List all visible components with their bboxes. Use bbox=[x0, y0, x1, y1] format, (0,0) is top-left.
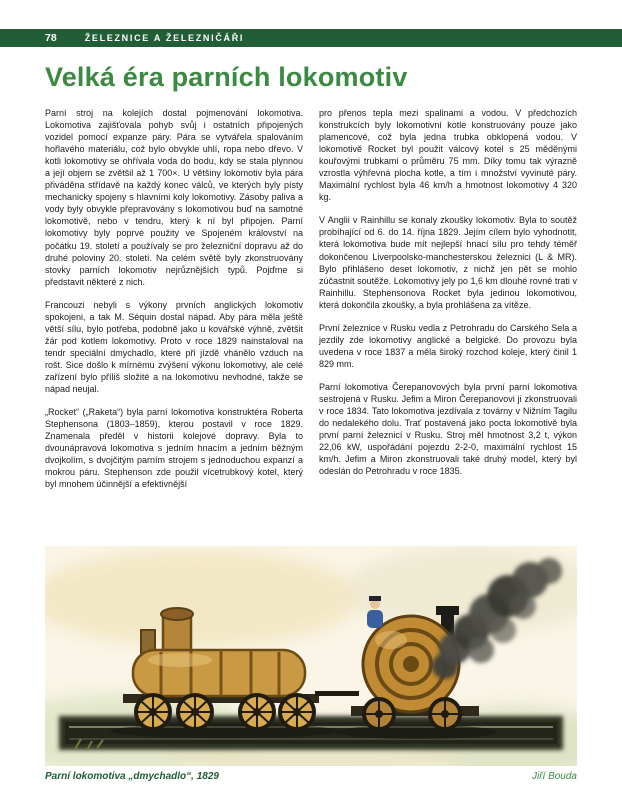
illustration-caption: Parní lokomotiva „dmychadlo“, 1829 bbox=[45, 771, 219, 782]
paragraph: Francouzi nebyli s výkony prvních anglických lokomotiv spokojeni, a tak M. Séquin dostal nápad. Aby pára měla ještě větší sílu, bylo potřeba, podobně jako u kovářské výhně, zvětšit žár pod kotlem lokomotivy. Proto v roce 1829 nainstaloval na tendr speciální dmychadlo, které při jízdě vhánělo vzduch na rošt. Sice došlo k mírnému zvýšení výkonu lokomotivy, ale celé zařízení bylo příliš složité a na lokomotivu nevhodné, takže se nápad neujal. bbox=[45, 299, 303, 395]
paragraph: První železnice v Rusku vedla z Petrohradu do Carského Sela a jezdily zde lokomotivy anglické a belgické. Do provozu byla uvedena v roce 1837 a měla široký rozchod koleje, který činil 1 829 mm. bbox=[319, 322, 577, 369]
section-title: ŽELEZNICE A ŽELEZNIČÁŘI bbox=[84, 33, 245, 43]
figure-caption-row bbox=[45, 771, 577, 782]
paragraph: „Rocket“ („Raketa“) byla parní lokomotiva konstruktéra Roberta Stephensona (1803–1859), kterou postavil v roce 1829. Znamenala předěl v historii kolejové dopravy. Byla to dvounápravová lokomotiva s jedním hnacím a jedním běžným dvojkolím, s dvojčitým parním strojem s jednoduchou expanzí a mokrou páru. Stephenson zde použil vícetrubkový kotel, který byl mnohem účinnější a efektivnější bbox=[45, 407, 303, 490]
driver-figure bbox=[367, 596, 383, 628]
article-title: Velká éra parních lokomotiv bbox=[45, 62, 408, 92]
paragraph: Parní lokomotiva Čerepanovových byla první parní lokomotiva sestrojená v Rusku. Jefim a Miron Čerepanovovi ji zkonstruovali v roce 1834. Tato lokomotiva jezdívala z továrny v Nižním Tagilu do nedalekého dolu. Trať postavená jako pocta lokomotivě byla první parní železnicí v Rusku. Stroj měl hmotnost 3,2 t, výkon 22,06 kW, uspořádání pojezdu 2-2-0, maximální rychlost 15 km/h. Jefim a Miron zkonstruovali také druhý model, který byl odeslán do Petrohradu v roce 1835. bbox=[319, 381, 577, 477]
left-column bbox=[45, 107, 303, 501]
paragraph: V Anglii v Rainhillu se konaly zkoušky lokomotiv. Byla to soutěž probíhající od 6. do 14. října 1829. Jejím cílem bylo vyhodnotit, která lokomotiva bude mít nejlepší hnací sílu pro tehdy téměř dokončenou Liverpoolsko-manchesterskou železnici (L & MR). Bylo přihlášeno deset lokomotiv, z nichž jen pět se mohlo zúčastnit soutěže. Lokomotivy jely po 1,6 km dlouhé rovné trati v Rainhillu. Stephensonova Rocket byla jedinou lokomotivou, která dokončila zkoušky, a byla prohlášena za vítěze. bbox=[319, 215, 577, 310]
page-number: 78 bbox=[45, 32, 57, 44]
paragraph: Parní stroj na kolejích dostal pojmenování lokomotiva. Lokomotiva zajišťovala pohyb svůj i ostatních připojených vozidel pomocí expanze páry. Pára se vytvářela spalováním hořlavého materiálu, což bylo obvykle uhlí, ropa nebo dřevo. V kotli lokomotivy se ohřívala voda do bodu, kdy se stala plynnou a její objem se zvětšil až 1 700×. U většiny lokomotiv byla pára přiváděna střídavě na každý konec válců, ve kterých byly písty mechanicky spojeny s hlavními koly lokomotivy. Zásoby paliva a vody byly obvykle přepravovány s lokomotivou buď na samotné lokomotivě, nebo v tendru, který k ní byl připojen. Parní lokomotivy byly poprvé použity ve Spojeném království na počátku 19. století a používaly se pro železniční dopravu až do druhé poloviny 20. století. Na celém světě byly zkonstruovány stovky parních lokomotiv nejrůznějších typů. Pojďme si představit některé z nich. bbox=[45, 108, 303, 287]
illustration-figure bbox=[45, 546, 577, 782]
illustration-credit: Jiří Bouda bbox=[531, 771, 577, 782]
locomotive-shadow bbox=[337, 725, 497, 739]
page-header bbox=[0, 29, 622, 47]
paragraph: pro přenos tepla mezi spalinami a vodou. V předchozích konstrukcích byly lokomotivní kotle konstruovány pouze jako plamencové, což byla jedna trubka obklopená vodou. V lokomotivě Rocket byl použit válcový kotel s 25 měděnými kouřovými trubkami o průměru 75 mm. Díky tomu tak výrazně vzrostla výhřevná plocha kotle, a tím i množství vyvinuté páry. Maximální rychlost byla 46 km/h a hmotnost lokomotivy 4 320 kg. bbox=[319, 108, 577, 203]
article-body bbox=[45, 107, 577, 501]
right-column bbox=[319, 107, 577, 501]
locomotive-illustration bbox=[45, 546, 577, 766]
